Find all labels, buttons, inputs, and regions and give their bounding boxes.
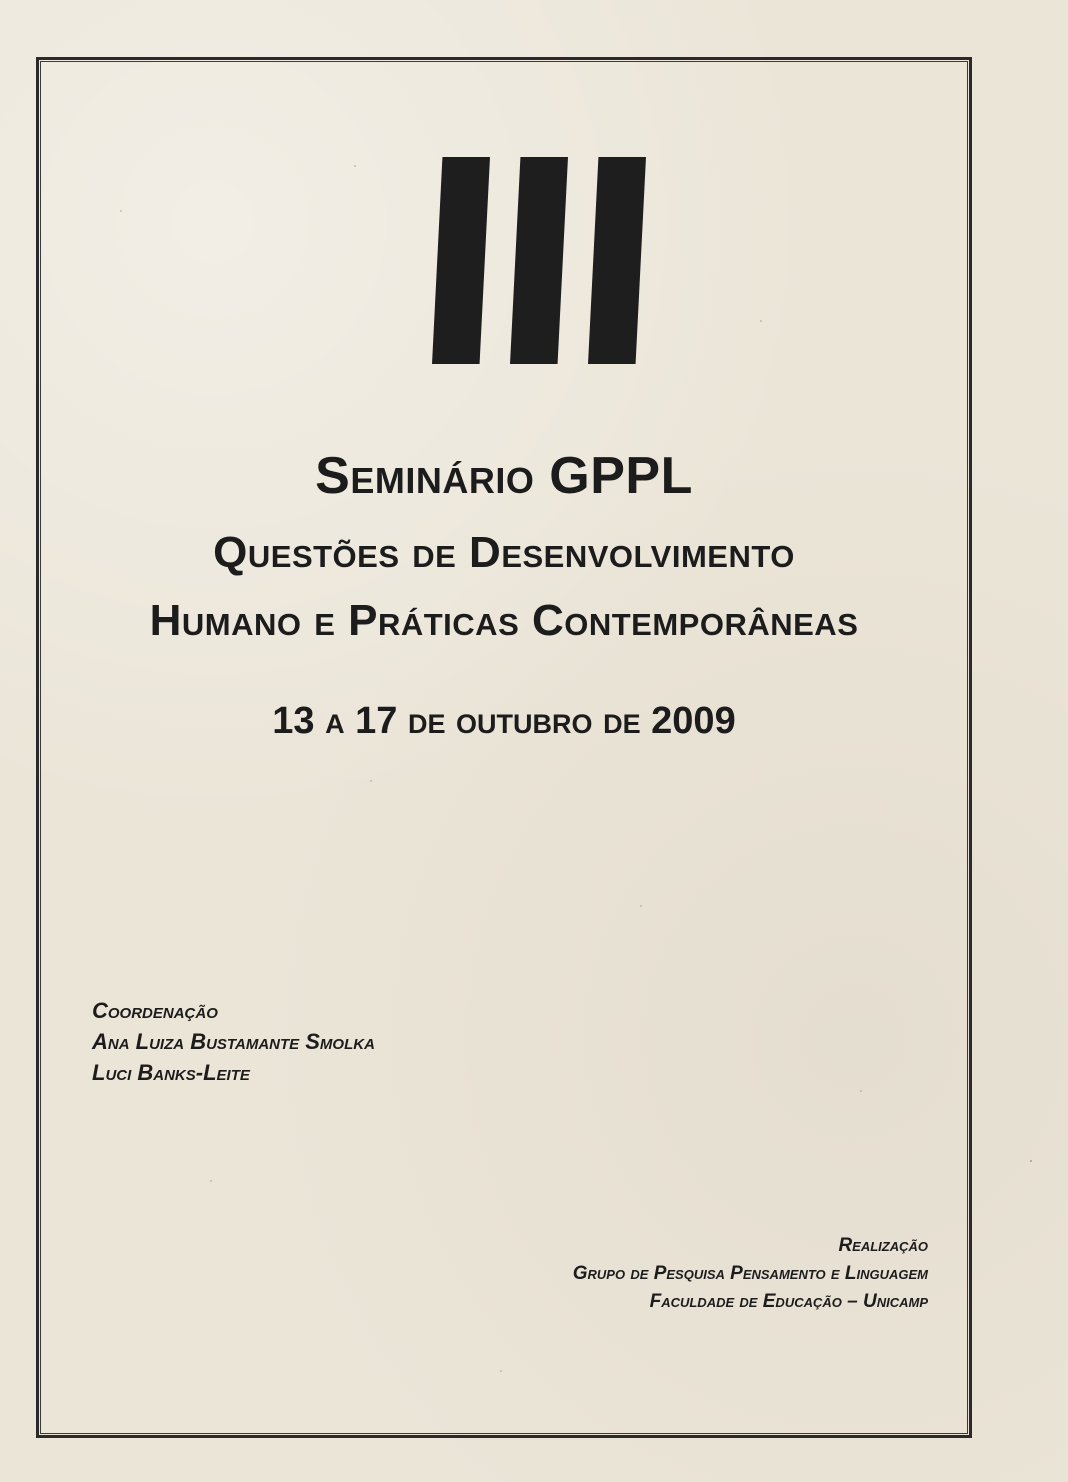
realization-faculty: Faculdade de Educação – Unicamp: [649, 1291, 928, 1312]
realization-block: [573, 1232, 928, 1316]
coordination-heading: Coordenação: [92, 998, 218, 1023]
paper-fleck: [1030, 1160, 1032, 1162]
realization-heading: Realização: [838, 1235, 928, 1256]
seminar-subtitle-line-1: Questões de Desenvolvimento: [213, 528, 795, 577]
coordinator-name: Ana Luiza Bustamante Smolka: [92, 1029, 375, 1054]
coordination-block: [92, 995, 375, 1088]
seminar-title: Seminário GPPL: [315, 447, 693, 505]
seminar-subtitle-line-2: Humano e Práticas Contemporâneas: [149, 596, 859, 645]
seminar-date: 13 a 17 de outubro de 2009: [272, 700, 736, 742]
numeral-stroke: [432, 157, 490, 364]
numeral-stroke: [510, 157, 568, 364]
numeral-stroke: [588, 157, 646, 364]
realization-group: Grupo de Pesquisa Pensamento e Linguagem: [572, 1263, 928, 1284]
roman-numeral-logo: [432, 157, 672, 364]
coordinator-name: Luci Banks-Leite: [92, 1060, 250, 1085]
